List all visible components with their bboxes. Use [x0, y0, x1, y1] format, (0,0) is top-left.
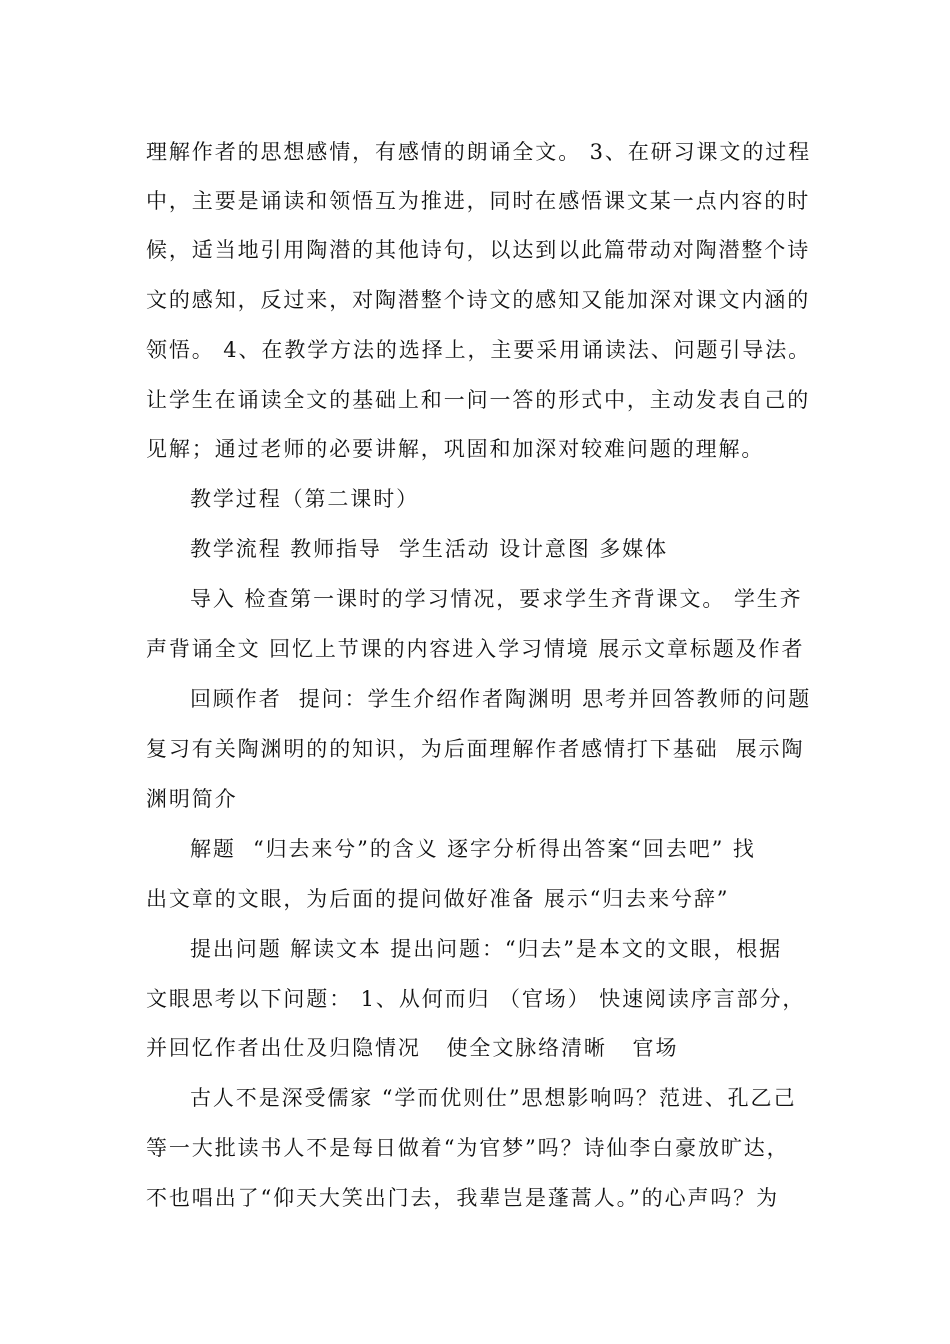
paragraph-line: 并回忆作者出仕及归隐情况 使全文脉络清晰 官场 — [146, 1036, 679, 1060]
paragraph-line: 解题 “归去来兮”的含义 逐字分析得出答案“回去吧” 找 — [190, 837, 756, 861]
paragraph-line: 出文章的文眼，为后面的提问做好准备 展示“归去来兮辞” — [146, 887, 730, 911]
paragraph-line: 回顾作者 提问：学生介绍作者陶渊明 思考并回答教师的问题 — [190, 687, 812, 711]
paragraph-line: 候，适当地引用陶潜的其他诗句，以达到以此篇带动对陶潜整个诗 — [146, 238, 811, 262]
paragraph-line: 声背诵全文 回忆上节课的内容进入学习情境 展示文章标题及作者 — [146, 637, 805, 661]
paragraph-line: 理解作者的思想感情，有感情的朗诵全文。 3、在研习课文的过程 — [146, 140, 812, 164]
section-heading: 教学过程（第二课时） — [190, 487, 419, 511]
paragraph-line: 导入 检查第一课时的学习情况，要求学生齐背课文。 学生齐 — [190, 587, 803, 611]
paragraph-line: 渊明简介 — [146, 787, 238, 811]
paragraph-line: 让学生在诵读全文的基础上和一问一答的形式中，主动发表自己的 — [146, 388, 811, 412]
paragraph-line: 见解；通过老师的必要讲解，巩固和加深对较难问题的理解。 — [146, 437, 765, 461]
paragraph-line: 复习有关陶渊明的的知识，为后面理解作者感情打下基础 展示陶 — [146, 737, 805, 761]
table-header-line: 教学流程 教师指导 学生活动 设计意图 多媒体 — [190, 537, 668, 561]
paragraph-line: 文眼思考以下问题： 1、从何而归 （官场） 快速阅读序言部分， — [146, 987, 806, 1011]
paragraph-line: 领悟。 4、在教学方法的选择上，主要采用诵读法、问题引导法。 — [146, 338, 812, 362]
paragraph-line: 中，主要是诵读和领悟互为推进，同时在感悟课文某一点内容的时 — [146, 189, 811, 213]
paragraph-line: 提出问题 解读文本 提出问题：“归去”是本文的文眼，根据 — [190, 937, 783, 961]
paragraph-line: 文的感知，反过来，对陶潜整个诗文的感知又能加深对课文内涵的 — [146, 288, 811, 312]
paragraph-line: 古人不是深受儒家 “学而优则仕”思想影响吗？范进、孔乙己 — [190, 1086, 797, 1110]
paragraph-line: 等一大批读书人不是每日做着“为官梦”吗？诗仙李白豪放旷达， — [146, 1136, 790, 1160]
paragraph-line: 不也唱出了“仰天大笑出门去，我辈岂是蓬蒿人。”的心声吗？为 — [146, 1186, 780, 1210]
